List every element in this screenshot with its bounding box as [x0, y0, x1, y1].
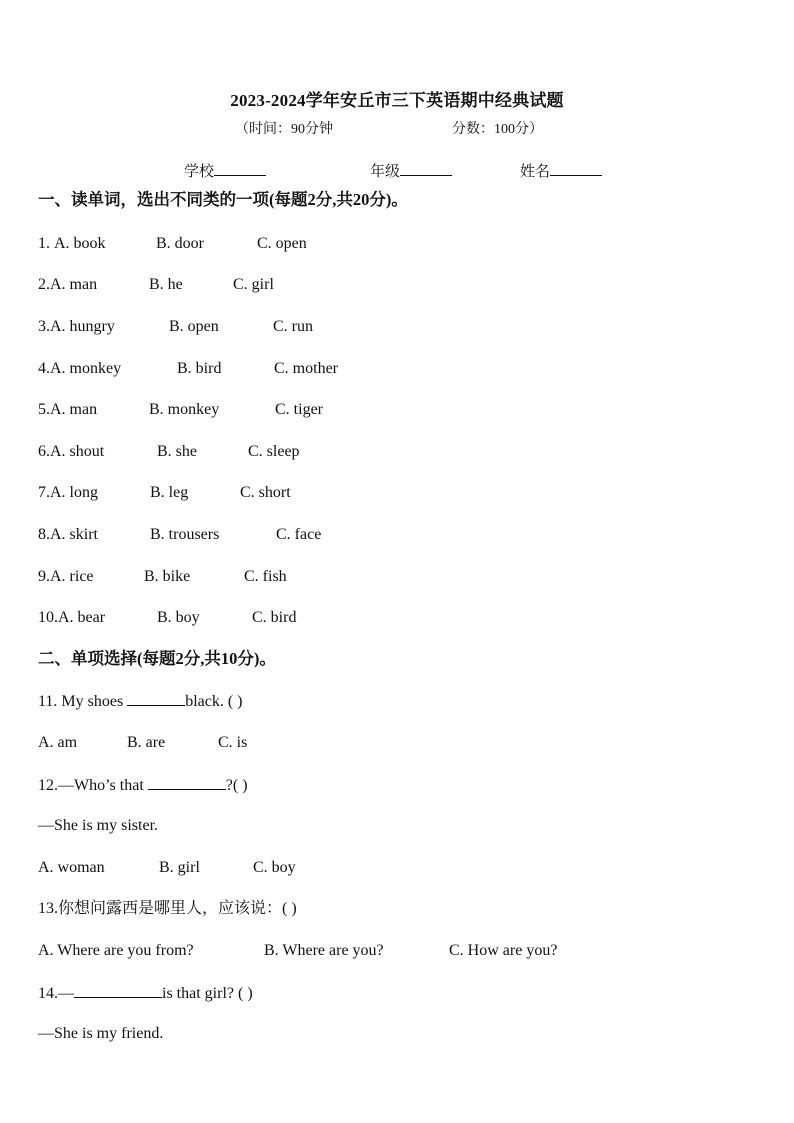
question-12-options: [38, 858, 296, 878]
option-c: C. mother: [274, 360, 338, 377]
question-12: [38, 775, 248, 796]
question-10: [38, 608, 296, 628]
option-c: C. girl: [233, 276, 274, 293]
option-b: B. boy: [157, 609, 200, 626]
question-1: [38, 234, 307, 254]
question-7: [38, 483, 291, 503]
option-a: A. bear: [58, 609, 106, 626]
section2-heading: 二、单项选择(每题2分,共10分)。: [38, 649, 276, 668]
exam-score: 分数：100分）: [452, 122, 543, 137]
option-b: B. bird: [177, 360, 222, 377]
option-b: B. trousers: [150, 526, 220, 543]
question-14: [38, 983, 253, 1004]
option-b: B. are: [127, 734, 166, 751]
option-a: A. rice: [50, 568, 94, 585]
question-number: 2.: [38, 276, 50, 293]
question-number: 3.: [38, 318, 50, 335]
option-a: A. long: [50, 484, 98, 501]
question-number: 9.: [38, 568, 50, 585]
option-a: A. hungry: [50, 318, 115, 335]
option-b: B. leg: [150, 484, 189, 501]
name-label: 姓名: [520, 164, 551, 180]
question-5: [38, 400, 323, 420]
option-b: B. she: [157, 443, 197, 460]
question-3: [38, 317, 313, 337]
question-number: 4.: [38, 360, 50, 377]
question-6: [38, 442, 300, 462]
answer-blank[interactable]: [127, 691, 185, 706]
grade-blank[interactable]: [400, 161, 452, 176]
question-number: 6.: [38, 443, 50, 460]
question-14-reply: —She is my friend.: [38, 1025, 164, 1042]
option-c: C. open: [257, 235, 307, 252]
option-c: C. bird: [252, 609, 297, 626]
grade-field[interactable]: [370, 160, 452, 181]
option-c: C. tiger: [275, 401, 323, 418]
option-c: C. How are you?: [449, 942, 558, 959]
question-stem-end: is that girl? ( ): [162, 985, 253, 1002]
option-b: B. bike: [144, 568, 191, 585]
question-13: 13.你想问露西是哪里人，应该说：( ): [38, 900, 297, 917]
option-a: A. man: [50, 401, 98, 418]
question-11: [38, 691, 243, 712]
option-a: A. monkey: [50, 360, 122, 377]
option-c: C. fish: [244, 568, 287, 585]
option-c: C. boy: [253, 859, 296, 876]
name-field[interactable]: [520, 160, 602, 181]
option-c: C. run: [273, 318, 313, 335]
question-13-options: [38, 941, 557, 961]
question-stem-end: ?( ): [225, 777, 248, 794]
question-number: 7.: [38, 484, 50, 501]
question-number: 1.: [38, 235, 54, 252]
question-stem-start: 12.—Who’s that: [38, 777, 148, 794]
answer-blank[interactable]: [148, 775, 226, 790]
grade-label: 年级: [370, 164, 401, 180]
section1-heading: 一、读单词，选出不同类的一项(每题2分,共20分)。: [38, 190, 408, 209]
option-c: C. is: [218, 734, 248, 751]
option-c: C. short: [240, 484, 291, 501]
option-a: A. woman: [38, 859, 105, 876]
question-stem-end: black. ( ): [185, 693, 243, 710]
answer-blank[interactable]: [74, 983, 162, 998]
option-b: B. he: [149, 276, 183, 293]
question-number: 10.: [38, 609, 58, 626]
option-a: A. Where are you from?: [38, 942, 194, 959]
question-2: [38, 275, 274, 295]
question-number: 8.: [38, 526, 50, 543]
question-stem-start: 11. My shoes: [38, 693, 128, 710]
question-12-reply: —She is my sister.: [38, 817, 159, 834]
question-9: [38, 567, 287, 587]
option-a: A. skirt: [50, 526, 98, 543]
page-title: 2023-2024学年安丘市三下英语期中经典试题: [230, 91, 564, 110]
option-b: B. monkey: [149, 401, 220, 418]
option-b: B. open: [169, 318, 219, 335]
question-11-options: [38, 733, 247, 753]
option-c: C. face: [276, 526, 322, 543]
question-8: [38, 525, 321, 545]
option-a: A. shout: [50, 443, 105, 460]
question-stem-start: 14.—: [38, 985, 74, 1002]
name-blank[interactable]: [550, 161, 602, 176]
school-label: 学校: [184, 164, 215, 180]
question-number: 5.: [38, 401, 50, 418]
school-blank[interactable]: [214, 161, 266, 176]
option-b: B. girl: [159, 859, 200, 876]
option-c: C. sleep: [248, 443, 300, 460]
option-b: B. Where are you?: [264, 942, 384, 959]
option-a: A. am: [38, 734, 78, 751]
option-b: B. door: [156, 235, 204, 252]
option-a: A. man: [50, 276, 98, 293]
option-a: A. book: [54, 235, 106, 252]
exam-time: （时间：90分钟: [235, 122, 333, 137]
question-4: [38, 359, 338, 379]
school-field[interactable]: [184, 160, 266, 181]
